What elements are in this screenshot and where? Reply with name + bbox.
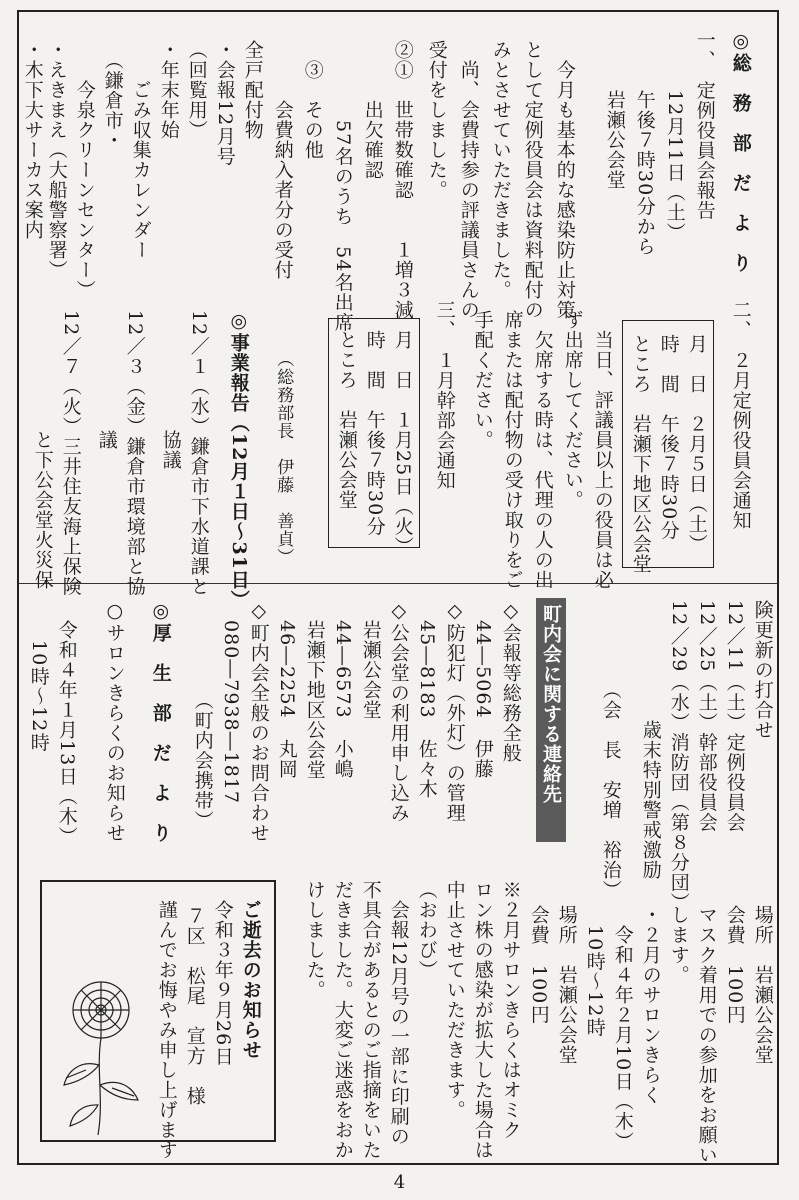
yakuin-heading: 一、 定例役員会報告 [693, 30, 716, 221]
kanbu-box-line: 時 間 午後７時30分 [363, 330, 386, 537]
jigyo-line: 12／７（火）三井住友海上保険 [59, 310, 82, 597]
apology-line: けしました。 [303, 880, 326, 1000]
teirei-box-line: 月 日 ２月５日（土） [685, 334, 708, 554]
soumu-title: ◎総 務 部 だ よ り [729, 30, 752, 273]
teirei-para: 当日、評議員以上の役員は必 [591, 330, 614, 590]
contact-line: 岩瀬下地区公会堂 [303, 600, 326, 780]
salon-date: 令和４年１月13日（木） [55, 620, 78, 847]
contact-line: 岩瀬公会堂 [359, 600, 382, 720]
obituary-condolence: 謹んでお悔やみ申し上げます [155, 900, 178, 1160]
contact-line: 45―8183 佐々木 [415, 600, 438, 799]
apology-heading: （おわび） [415, 880, 438, 980]
chrysanthemum-illustration [46, 970, 146, 1140]
para1-line: 尚、会費持参の評議員さんの [457, 60, 480, 320]
item-line: 出欠確認 [361, 40, 384, 180]
contact-line: （町内会携帯） [191, 600, 214, 831]
teirei-box-line: 時 間 午後７時30分 [657, 334, 680, 541]
jigyo-line: 12／１（水）鎌倉市下水道課と [187, 310, 210, 597]
item-line: ・木下大サーカス案内 [21, 40, 44, 240]
kanbu-heading: 三、 １月幹部会通知 [433, 300, 456, 491]
schedule-line: 歳末特別警戒激励 [639, 600, 662, 880]
apology-line: だきました。大変ご迷惑をおか [331, 880, 354, 1160]
notice-line: 中止させていただきます。 [443, 880, 466, 1120]
jigyo-line: 協議 [159, 310, 182, 470]
salon-detail: 令和４年２月10日（木） [611, 905, 634, 1152]
contact-line: 44―5064 伊藤 [471, 600, 494, 779]
contact-line: ◇会報等総務全般 [499, 600, 522, 763]
obituary-date: 令和３年９月26日 [211, 900, 234, 1067]
kaicho-signature: （会 長 安増 裕治） [599, 680, 622, 900]
kanbu-box-line: ところ 岩瀬公会堂 [335, 330, 358, 510]
schedule-line: 険更新の打合せ [751, 600, 774, 740]
salon-detail: 会費 100円 [527, 905, 550, 1025]
kanbu-box-line: 月 日 １月25日（火） [391, 330, 414, 557]
page-number: 4 [393, 1172, 406, 1193]
contact-line: 46―2254 丸岡 [275, 600, 298, 779]
salon-detail: 場所 岩瀬公会堂 [751, 905, 774, 1065]
salon-detail: マスク着用での参加をお願い [695, 905, 718, 1165]
salon-detail: 10時〜12時 [583, 905, 606, 1038]
jigyo-line: 議 [95, 310, 118, 450]
item-line: ごみ収集カレンダー [129, 40, 152, 260]
schedule-line: 12／11（土）定例役員会 [723, 600, 746, 833]
contact-line: 44―6573 小嶋 [331, 600, 354, 779]
jigyo-line: と下公会堂火災保 [31, 310, 54, 590]
schedule-line: 12／25（土）幹部役員会 [695, 600, 718, 833]
item-line: 57名のうち 54名出席 [331, 40, 354, 333]
notice-line: ロン株の感染が拡大した場合は [471, 880, 494, 1160]
item-line: 全戸配付物 [241, 40, 264, 140]
soumu-signature: （総務部長 伊藤 善貞） [273, 350, 294, 566]
salon-detail: ・２月のサロンきらく [639, 905, 662, 1105]
item-line: 今泉クリーンセンター） [73, 40, 96, 300]
item-line: ②① 世帯数確認 １増３減 [391, 40, 414, 320]
teirei-box-line: ところ 岩瀬下地区公会堂 [629, 334, 652, 574]
salon-detail: 場所 岩瀬公会堂 [555, 905, 578, 1065]
salon-time: 10時〜12時 [27, 640, 50, 753]
yakuin-time: 午後７時30分から [633, 90, 656, 257]
contact-line: ◇町内会全般のお問合わせ [247, 600, 270, 843]
teirei-para: 欠席する時は、代理の人の出 [531, 310, 554, 590]
item-line: （回覧用） [185, 40, 208, 140]
contact-banner-label: 町内会に関する連絡先 [540, 604, 562, 804]
obituary-title: ご逝去のお知らせ [239, 900, 262, 1060]
schedule-line: 12／29（水）消防団（第８分団） [667, 600, 690, 913]
teirei-para: 手配ください。 [471, 310, 494, 450]
kosei-title: ◎厚 生 部 だ よ り [149, 600, 172, 843]
apology-line: 会報12月号の一部に印刷の [387, 880, 410, 1147]
salon-detail: します。 [667, 905, 690, 985]
para1-line: 今月も基本的な感染防止対策 [553, 60, 576, 320]
jigyo-line: 12／３（金）鎌倉市環境部と協 [123, 310, 146, 597]
salon-detail: 会費 100円 [723, 905, 746, 1025]
contact-line: 080―7938―1817 [219, 600, 242, 804]
para1-line: 受付をしました。 [425, 40, 448, 200]
item-line: 会費納入者分の受付 [271, 40, 294, 280]
contact-line: ◇防犯灯（外灯）の管理 [443, 600, 466, 823]
contact-line: ◇公会堂の利用申し込み [387, 600, 410, 823]
obituary-name: ７区 松尾 宣方 様 [183, 906, 206, 1106]
item-line: ・会報12月号 [213, 40, 236, 167]
item-line: ・年末年始 [157, 40, 180, 140]
item-line: （鎌倉市・ [101, 40, 124, 151]
notice-line: ※２月サロンきらくはオミク [499, 880, 522, 1140]
para1-line: として定例役員会は資料配付の [521, 40, 544, 320]
teirei-heading: 二、 ２月定例役員会通知 [729, 300, 752, 531]
item-line: ③ その他 [301, 40, 324, 160]
teirei-para: 席または配付物の受け取りをご [501, 310, 524, 590]
yakuin-place: 岩瀬公会堂 [603, 90, 626, 190]
salon-title: ○サロンきらくのお知らせ [103, 600, 126, 843]
para1-line: みとさせていただきました。 [489, 40, 512, 300]
item-line: ・えきまえ（大船警察署） [45, 40, 68, 280]
yakuin-date: 12月11日（土） [663, 90, 686, 243]
jigyo-title: ◎事業報告（12月１日〜31日） [227, 310, 250, 610]
apology-line: 不具合があるとのご指摘をいた [359, 880, 382, 1160]
teirei-para: ず出席してください。 [561, 310, 584, 510]
